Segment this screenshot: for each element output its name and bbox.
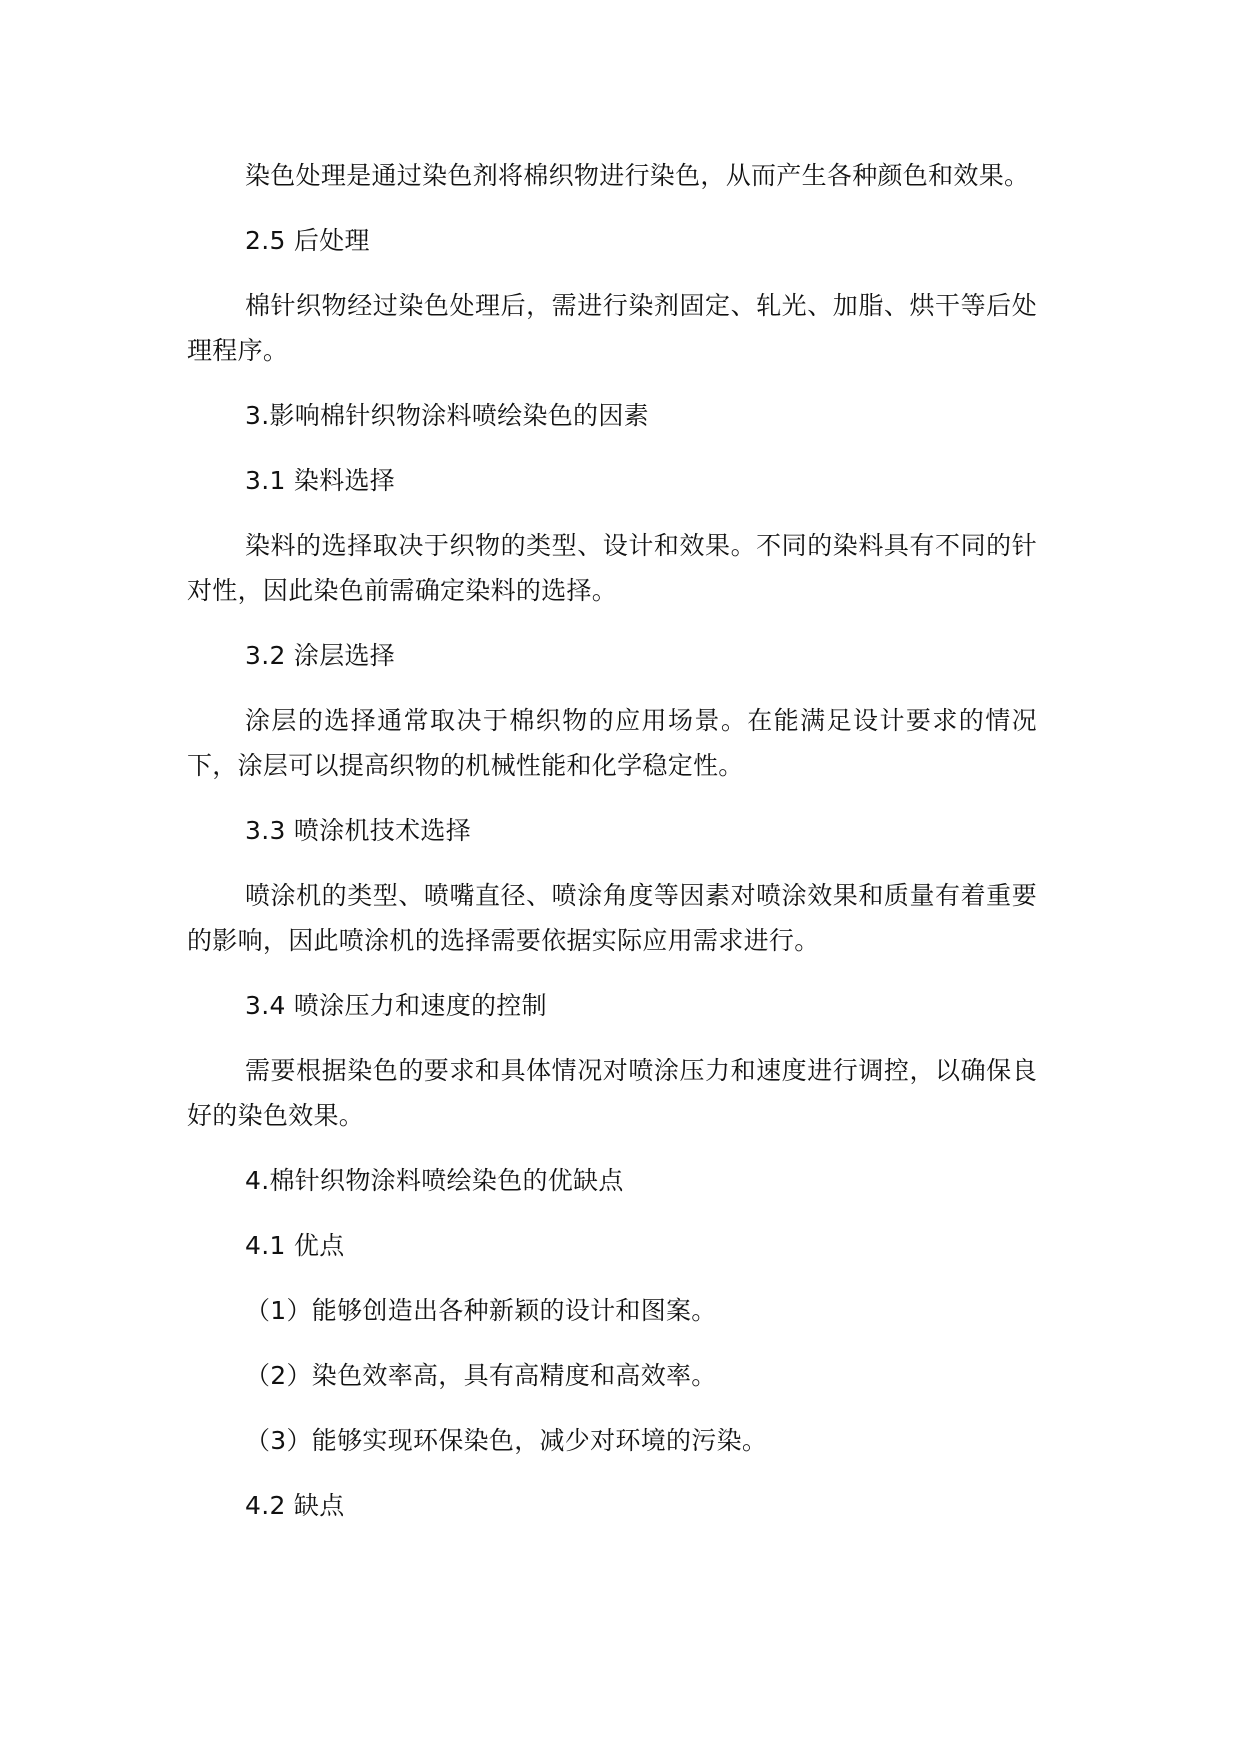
section-heading-2-5: 2.5 后处理 — [245, 226, 370, 255]
document-body — [187, 153, 1037, 1528]
section-heading-4-1: 4.1 优点 — [245, 1231, 345, 1260]
paragraph-coating-selection: 涂层的选择通常取决于棉织物的应用场景。在能满足设计要求的情况下，涂层可以提高织物的机械性能和化学稳定性。 — [187, 706, 1037, 780]
paragraph-dyeing-process: 染色处理是通过染色剂将棉织物进行染色，从而产生各种颜色和效果。 — [245, 161, 1030, 190]
section-heading-4-2: 4.2 缺点 — [245, 1491, 345, 1520]
list-item-advantage-3: （3）能够实现环保染色，减少对环境的污染。 — [245, 1426, 768, 1455]
paragraph-pressure-speed: 需要根据染色的要求和具体情况对喷涂压力和速度进行调控，以确保良好的染色效果。 — [187, 1056, 1037, 1130]
section-heading-3-4: 3.4 喷涂压力和速度的控制 — [245, 991, 547, 1020]
section-heading-4: 4.棉针织物涂料喷绘染色的优缺点 — [245, 1166, 624, 1195]
paragraph-post-treatment: 棉针织物经过染色处理后，需进行染剂固定、轧光、加脂、烘干等后处理程序。 — [187, 291, 1037, 365]
paragraph-dye-selection: 染料的选择取决于织物的类型、设计和效果。不同的染料具有不同的针对性，因此染色前需确定染料的选择。 — [187, 531, 1037, 605]
section-heading-3-2: 3.2 涂层选择 — [245, 641, 396, 670]
section-heading-3: 3.影响棉针织物涂料喷绘染色的因素 — [245, 401, 649, 430]
list-item-advantage-1: （1）能够创造出各种新颖的设计和图案。 — [245, 1296, 717, 1325]
list-item-advantage-2: （2）染色效率高，具有高精度和高效率。 — [245, 1361, 717, 1390]
section-heading-3-3: 3.3 喷涂机技术选择 — [245, 816, 472, 845]
paragraph-sprayer-selection: 喷涂机的类型、喷嘴直径、喷涂角度等因素对喷涂效果和质量有着重要的影响，因此喷涂机的选择需要依据实际应用需求进行。 — [187, 881, 1037, 955]
section-heading-3-1: 3.1 染料选择 — [245, 466, 396, 495]
